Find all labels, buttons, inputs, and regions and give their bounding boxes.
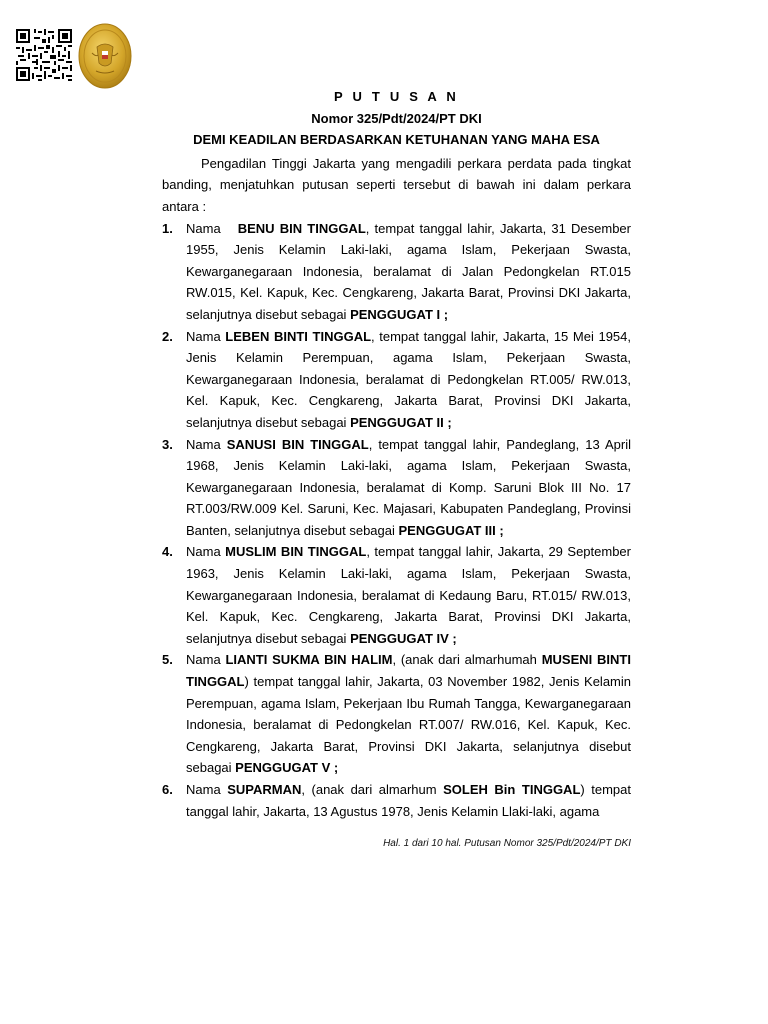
list-item: 5. Nama LIANTI SUKMA BIN HALIM, (anak dari almarhumah MUSENI BINTI TINGGAL) tempat tanggal lahir, Jakarta, 03 November 1982, Jenis Kelamin Perempuan, agama Islam, Pekerjaan Ibu Rumah Tangga, Kewarganegaraan Indonesia, beralamat di Pedongkelan RT.007/ RW.016, Kel. Kapuk, Kec. Cengkareng, Jakarta Barat, Provinsi DKI Jakarta, selanjutnya disebut sebagai PENGGUGAT V ; bbox=[162, 649, 631, 779]
party-name: LEBEN BINTI TINGGAL bbox=[225, 328, 372, 344]
party-role: PENGGUGAT IV ; bbox=[350, 630, 457, 646]
list-number: 2. bbox=[162, 328, 173, 344]
qr-code-icon bbox=[16, 29, 72, 81]
list-item: 6. Nama SUPARMAN, (anak dari almarhum SOLEH Bin TINGGAL) tempat tanggal lahir, Jakarta, 13 Agustus 1978, Jenis Kelamin Llaki-laki, agama bbox=[162, 779, 631, 822]
motto: DEMI KEADILAN BERDASARKAN KETUHANAN YANG MAHA ESA bbox=[193, 132, 600, 148]
party-name: MUSLIM BIN TINGGAL bbox=[225, 544, 367, 560]
list-item: 4. Nama MUSLIM BIN TINGGAL, tempat tanggal lahir, Jakarta, 29 September 1963, Jenis Kelamin Laki-laki, agama Islam, Pekerjaan Swasta, Kewarganegaraan Indonesia, beralamat di Kedaung Baru, RT.015/ RW.013, Kel. Kapuk, Kec. Cengkareng, Jakarta Barat, Provinsi DKI Jakarta, selanjutnya disebut sebagai PENGGUGAT IV ; bbox=[162, 541, 631, 649]
party-role: PENGGUGAT II ; bbox=[350, 414, 452, 430]
parent-name: MUSENI BINTI TINGGAL bbox=[186, 652, 631, 690]
mahkamah-agung-seal-icon bbox=[78, 23, 132, 89]
party-name: LIANTI SUKMA BIN HALIM bbox=[225, 652, 393, 668]
party-role: PENGGUGAT III ; bbox=[398, 522, 504, 538]
party-role: PENGGUGAT I ; bbox=[350, 306, 449, 322]
list-number: 5. bbox=[162, 652, 173, 668]
case-number: Nomor 325/Pdt/2024/PT DKI bbox=[311, 110, 482, 126]
party-name: BENU BIN TINGGAL bbox=[237, 220, 366, 236]
parties-list bbox=[162, 218, 631, 823]
list-number: 4. bbox=[162, 544, 173, 560]
list-item: 3. Nama SANUSI BIN TINGGAL, tempat tanggal lahir, Pandeglang, 13 April 1968, Jenis Kelamin Laki-laki, agama Islam, Pekerjaan Swasta, Kewarganegaraan Indonesia, beralamat di Komp. Saruni Blok III No. 17 RT.003/RW.009 Kel. Saruni, Kec. Majasari, Kabupaten Pandeglang, Provinsi Banten, selanjutnya disebut sebagai PENGGUGAT III ; bbox=[162, 434, 631, 542]
party-role: PENGGUGAT V ; bbox=[235, 760, 339, 776]
parent-name: SOLEH Bin TINGGAL bbox=[443, 782, 581, 797]
list-item: 2. Nama LEBEN BINTI TINGGAL, tempat tanggal lahir, Jakarta, 15 Mei 1954, Jenis Kelamin Perempuan, agama Islam, Pekerjaan Swasta, Kewarganegaraan Indonesia, beralamat di Pedongkelan RT.005/ RW.013, Kel. Kapuk, Kec. Cengkareng, Jakarta Barat, Provinsi DKI Jakarta, selanjutnya disebut sebagai PENGGUGAT II ; bbox=[162, 326, 631, 434]
party-name: SANUSI BIN TINGGAL bbox=[226, 436, 369, 452]
document-title: P U T U S A N bbox=[334, 89, 459, 104]
list-item: 1. Nama BENU BIN TINGGAL, tempat tanggal lahir, Jakarta, 31 Desember 1955, Jenis Kelamin Laki-laki, agama Islam, Pekerjaan Swasta, Kewarganegaraan Indonesia, beralamat di Jalan Pedongkelan RT.015 RW.015, Kel. Kapuk, Kec. Cengkareng, Jakarta Barat, Provinsi DKI Jakarta, selanjutnya disebut sebagai PENGGUGAT I ; bbox=[162, 218, 631, 326]
list-number: 1. bbox=[162, 220, 173, 236]
document-body bbox=[162, 86, 631, 822]
list-number: 3. bbox=[162, 436, 173, 452]
party-name: SUPARMAN bbox=[227, 782, 302, 797]
intro-paragraph: Pengadilan Tinggi Jakarta yang mengadili perkara perdata pada tingkat banding, menjatuhkan putusan seperti tersebut di bawah ini dalam perkara antara : bbox=[162, 155, 631, 214]
list-number: 6. bbox=[162, 782, 173, 797]
page-footer: Hal. 1 dari 10 hal. Putusan Nomor 325/Pdt/2024/PT DKI bbox=[383, 838, 631, 849]
